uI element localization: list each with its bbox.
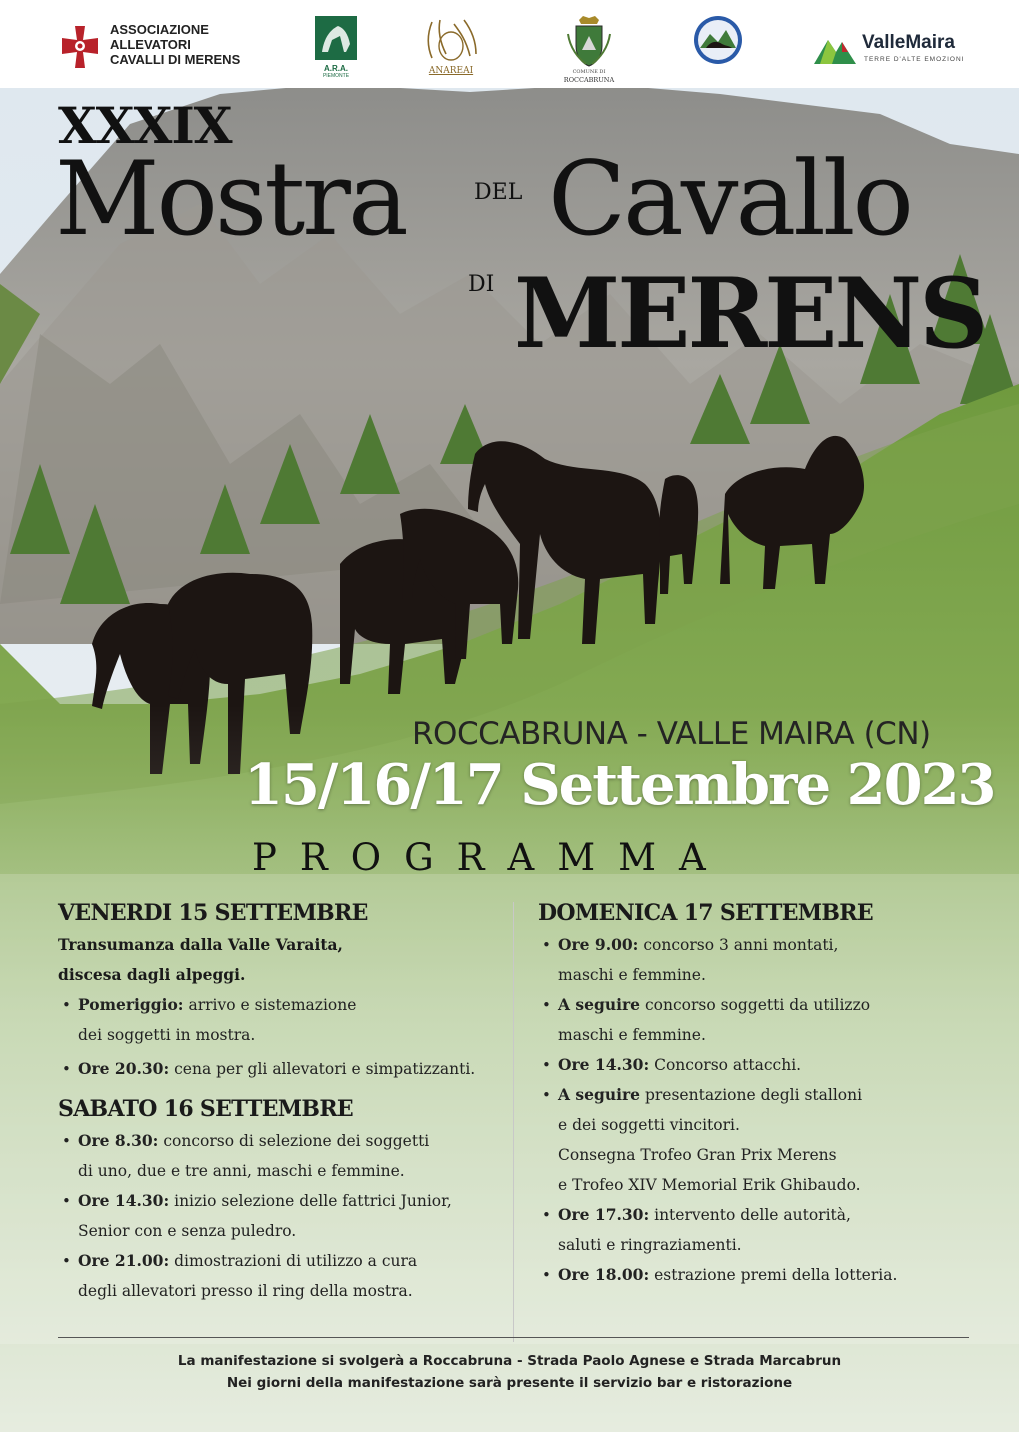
list-item: • A seguire concorso soggetti da utilizzo maschi e femmine. [538,990,958,1050]
vallemaira-tagline: TERRE D'ALTE EMOZIONI [864,56,965,63]
coat-of-arms-icon [560,14,618,68]
comune-label-name: ROCCABRUNA [563,76,615,84]
list-item: • Ore 20.30: cena per gli allevatori e simpatizzanti. [58,1054,488,1084]
footer-divider [58,1337,969,1338]
anareai-label: ANAREAI [428,66,474,76]
list-item: • Ore 18.00: estrazione premi della lotteria. [538,1260,958,1290]
programma-heading: PROGRAMMA [252,836,729,879]
saturday-heading: SABATO 16 SETTEMBRE [58,1096,353,1122]
list-item: • A seguire presentazione degli stalloni e dei soggetti vincitori. Consegna Trofeo Gran Prix Merens e Trofeo XIV Memorial Erik Ghibaudo. [538,1080,958,1200]
cross-icon [58,24,102,70]
sunday-heading: DOMENICA 17 SETTEMBRE [538,900,873,926]
list-item: • Ore 14.30: Concorso attacchi. [538,1050,958,1080]
event-location: ROCCABRUNA - VALLE MAIRA (CN) [412,716,931,752]
title-cavallo: Cavallo [548,140,911,259]
footer-location-note: La manifestazione si svolgerà a Roccabruna - Strada Paolo Agnese e Strada Marcabrun [177,1353,842,1369]
friday-items [58,990,488,1084]
ara-logo [314,14,358,78]
logo-bar [0,0,1019,88]
list-item: • Ore 17.30: intervento delle autorità, saluti e ringraziamenti. [538,1200,958,1260]
ara-sub: PIEMONTE [322,73,350,79]
list-item: • Pomeriggio: arrivo e sistemazione dei soggetti in mostra. [58,990,488,1050]
event-dates: 15/16/17 Settembre 2023 [244,752,995,818]
column-divider [513,902,514,1342]
title-del: DEL [474,180,523,205]
title-di: DI [468,272,495,297]
footer-service-note: Nei giorni della manifestazione sarà presente il servizio bar e ristorazione [226,1375,793,1391]
sunday-items [538,930,958,1290]
title-mostra: Mostra [55,140,406,259]
friday-intro-line-2: discesa dagli alpeggi. [58,965,246,984]
mountain-peak-icon [812,28,858,68]
list-item: • Ore 21.00: dimostrazioni di utilizzo a cura degli allevatori presso il ring della mostra. [58,1246,488,1306]
edition-number: XXXIX [58,96,232,155]
friday-intro-line-1: Transumanza dalla Valle Varaita, [58,935,343,954]
program-right-column [538,896,958,1290]
vallemaira-name: ValleMaira [862,32,955,53]
association-logo [58,22,258,72]
ara-label: A.R.A. [324,64,348,73]
round-emblem-logo [692,14,744,78]
footer-notes [0,1350,1019,1394]
saturday-items [58,1126,488,1306]
list-item: • Ore 14.30: inizio selezione delle fattrici Junior, Senior con e senza puledro. [58,1186,488,1246]
friday-heading: VENERDI 15 SETTEMBRE [58,900,368,926]
comune-label-top: COMUNE DI [572,69,606,75]
program-left-column [58,896,488,1306]
anareai-logo [418,14,484,78]
list-item: • Ore 9.00: concorso 3 anni montati, maschi e femmine. [538,930,958,990]
donkey-horse-icon [418,14,484,66]
list-item: • Ore 8.30: concorso di selezione dei soggetti di uno, due e tre anni, maschi e femmine. [58,1126,488,1186]
association-name: ASSOCIAZIONE ALLEVATORI CAVALLI DI MERENS [110,22,241,67]
ara-emblem-icon [314,14,358,62]
round-emblem-icon [692,14,744,66]
title-merens: MERENS [514,257,986,370]
comune-logo [560,14,618,84]
vallemaira-logo [812,14,972,78]
